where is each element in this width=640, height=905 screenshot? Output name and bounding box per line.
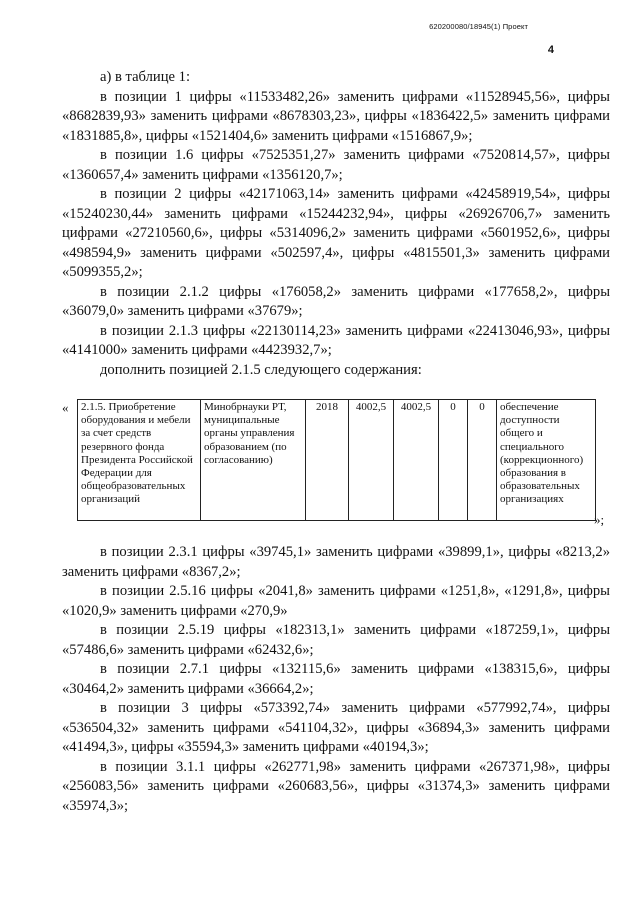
position-table <box>77 399 596 521</box>
cell-local: 0 <box>468 400 497 521</box>
document-id: 620200080/18945(1) Проект <box>429 22 528 31</box>
paragraph: в позиции 3 цифры «573392,74» заменить цифрами «577992,74», цифры «536504,32» заменить цифрами «541104,32», цифры «36894,3» заменить цифрами «41494,3», цифры «35594,3» заменить цифрами «40194,3»; <box>62 700 610 755</box>
paragraph: в позиции 2.3.1 цифры «39745,1» заменить цифрами «39899,1», цифры «8213,2» заменить цифрами «8367,2»; <box>62 544 610 580</box>
page-number: 4 <box>547 44 554 56</box>
close-quote: »; <box>594 512 605 527</box>
paragraph: дополнить позицией 2.1.5 следующего содержания: <box>100 361 422 378</box>
cell-federal: 4002,5 <box>394 400 439 521</box>
open-quote: « <box>62 400 69 415</box>
cell-year: 2018 <box>306 400 349 521</box>
paragraph: а) в таблице 1: <box>100 69 190 85</box>
amendment-text-bottom <box>62 543 610 816</box>
paragraph: в позиции 2.5.16 цифры «2041,8» заменить цифрами «1251,8», «1291,8», цифры «1020,9» заменить цифрами «270,9» <box>62 583 610 619</box>
paragraph: в позиции 2.1.2 цифры «176058,2» заменить цифрами «177658,2», цифры «36079,0» заменить цифрами «37679»; <box>62 283 610 319</box>
paragraph: в позиции 2.1.3 цифры «22130114,23» заменить цифрами «22413046,93», цифры «4141000» заменить цифрами «4423932,7»; <box>62 322 610 358</box>
paragraph: в позиции 2.5.19 цифры «182313,1» заменить цифрами «187259,1», цифры «57486,6» заменить цифрами «62432,6»; <box>62 622 610 658</box>
cell-position: 2.1.5. Приобретение оборудования и мебели за счет средств резервного фонда Президента Российской Федерации для общеобразовательных организаций <box>78 400 201 521</box>
paragraph: в позиции 1 цифры «11533482,26» заменить цифрами «11528945,56», цифры «8682839,93» заменить цифрами «8678303,23», цифры «1836422,5» заменить цифрами «1831885,8», цифры «1521404,6» заменить цифрами «1516867,9»; <box>62 88 610 144</box>
paragraph: в позиции 2 цифры «42171063,14» заменить цифрами «42458919,54», цифры «15240230,44» заменить цифрами «15244232,94», цифры «26926706,7» заменить цифрами «27210560,6», цифры «5314096,2» заменить цифрами «5601952,6», цифры «498594,9» заменить цифрами «502597,4», цифры «4815501,3» заменить цифрами «5099355,2»; <box>62 186 610 280</box>
paragraph: в позиции 3.1.1 цифры «262771,98» заменить цифрами «267371,98», цифры «256083,56» заменить цифрами «260683,56», цифры «31374,3» заменить цифрами «35974,3»; <box>62 758 610 814</box>
amendment-text-top <box>62 68 610 380</box>
cell-executor: Минобрнауки РТ, муниципальные органы управления образованием (по согласованию) <box>201 400 306 521</box>
paragraph: в позиции 1.6 цифры «7525351,27» заменить цифрами «7520814,57», цифры «1360657,4» заменить цифрами «1356120,7»; <box>62 147 610 183</box>
cell-total: 4002,5 <box>349 400 394 521</box>
cell-result: обеспечение доступности общего и специального (коррекционного) образования в образовательных организациях <box>497 400 596 521</box>
inserted-table-block <box>62 397 618 527</box>
cell-regional: 0 <box>439 400 468 521</box>
table-row <box>78 400 596 521</box>
paragraph: в позиции 2.7.1 цифры «132115,6» заменить цифрами «138315,6», цифры «30464,2» заменить цифрами «36664,2»; <box>62 661 610 697</box>
